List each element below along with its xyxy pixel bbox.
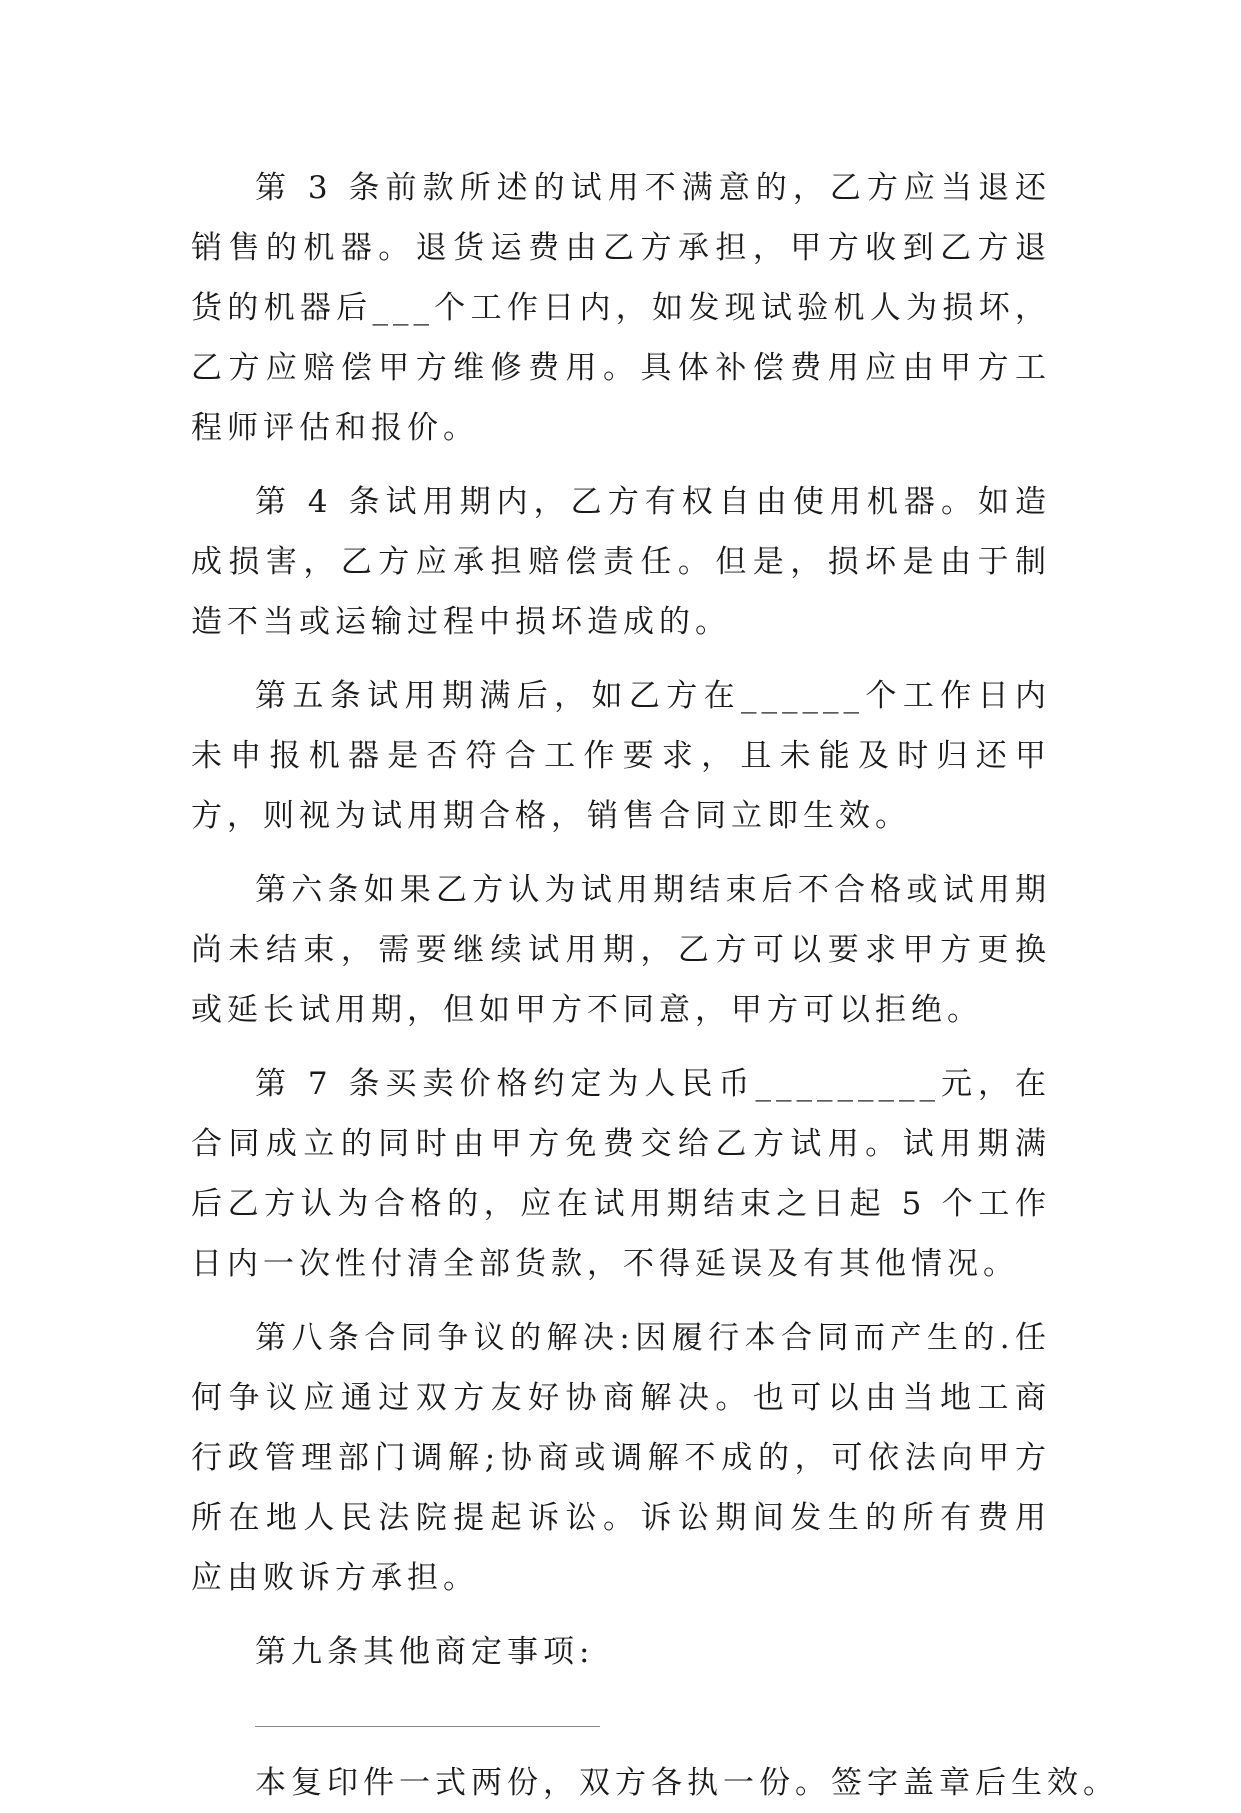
article-8-paragraph: 第八条合同争议的解决:因履行本合同而产生的.任何争议应通过双方友好协商解决。也可以由当地工商行政管理部门调解;协商或调解不成的，可依法向甲方所在地人民法院提起诉讼。诉讼期间发生的所有费用应由败诉方承担。	[191, 1320, 1051, 1596]
closing-statement: 本复印件一式两份，双方各执一份。签字盖章后生效。	[255, 1765, 1119, 1801]
article-9-paragraph: 第九条其他商定事项:	[255, 1634, 595, 1670]
fill-in-blank-line	[255, 1726, 600, 1727]
document-body	[191, 158, 1119, 1813]
article-4-paragraph: 第 4 条试用期内，乙方有权自由使用机器。如造成损害，乙方应承担赔偿责任。但是，损坏是由于制造不当或运输过程中损坏造成的。	[191, 484, 1051, 640]
article-5-paragraph: 第五条试用期满后，如乙方在______个工作日内未申报机器是否符合工作要求，且未能及时归还甲方，则视为试用期合格，销售合同立即生效。	[191, 678, 1051, 834]
article-6-paragraph: 第六条如果乙方认为试用期结束后不合格或试用期尚未结束，需要继续试用期，乙方可以要求甲方更换或延长试用期，但如甲方不同意，甲方可以拒绝。	[191, 872, 1051, 1028]
article-7-paragraph: 第 7 条买卖价格约定为人民币_________元，在合同成立的同时由甲方免费交给乙方试用。试用期满后乙方认为合格的，应在试用期结束之日起 5 个工作日内一次性付清全部货款，不得延误及有其他情况。	[191, 1066, 1051, 1282]
article-3-paragraph: 第 3 条前款所述的试用不满意的，乙方应当退还销售的机器。退货运费由乙方承担，甲方收到乙方退货的机器后___个工作日内，如发现试验机人为损坏，乙方应赔偿甲方维修费用。具体补偿费用应由甲方工程师评估和报价。	[191, 170, 1051, 446]
